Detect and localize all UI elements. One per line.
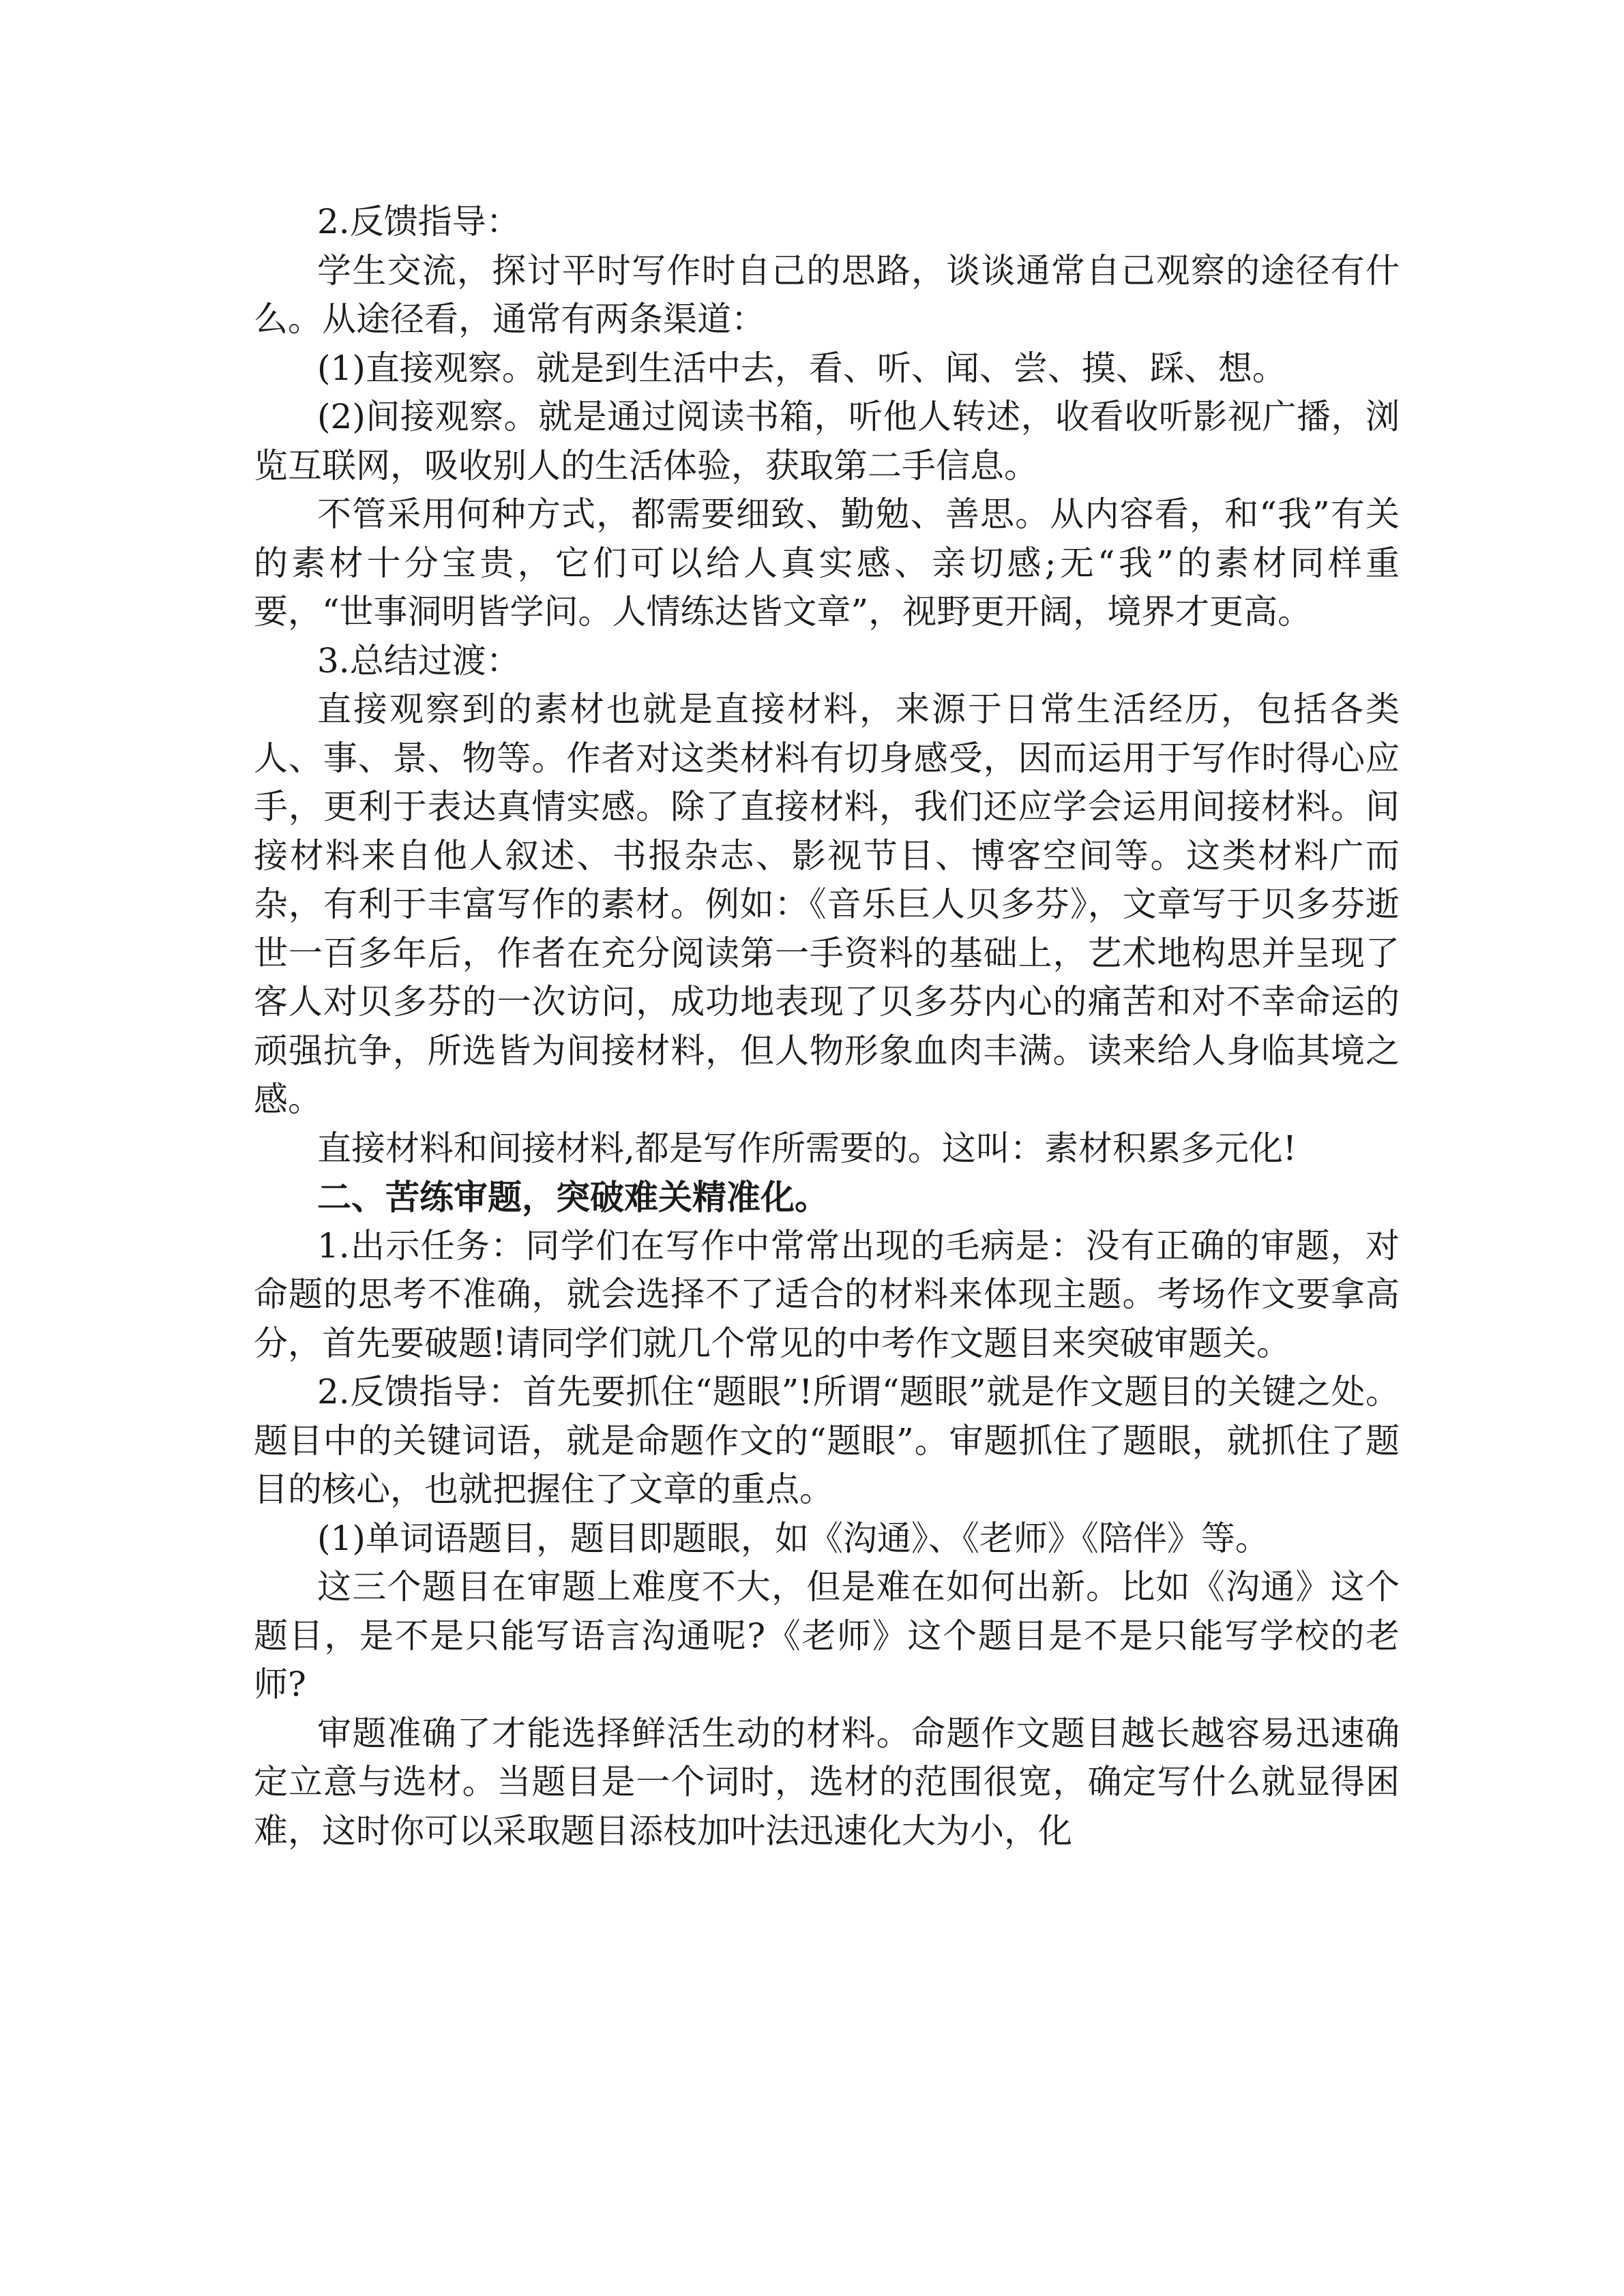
paragraph: 审题准确了才能选择鲜活生动的材料。命题作文题目越长越容易迅速确定立意与选材。当题目是一个词时，选材的范围很宽，确定写什么就显得困难，这时你可以采取题目添枝加叶法迅速化大为小，化 [254, 1713, 1400, 1851]
document-body [254, 198, 1400, 1855]
paragraph: 直接观察到的素材也就是直接材料，来源于日常生活经历，包括各类人、事、景、物等。作者对这类材料有切身感受，因而运用于写作时得心应手，更利于表达真情实感。除了直接材料，我们还应学会运用间接材料。间接材料来自他人叙述、书报杂志、影视节目、博客空间等。这类材料广而杂，有利于丰富写作的素材。例如：《音乐巨人贝多芬》，文章写于贝多芬逝世一百多年后，作者在充分阅读第一手资料的基础上，艺术地构思并呈现了客人对贝多芬的一次访问，成功地表现了贝多芬内心的痛苦和对不幸命运的顽强抗争，所选皆为间接材料，但人物形象血肉丰满。读来给人身临其境之感。 [254, 689, 1400, 1119]
paragraph: 2.反馈指导：首先要抓住“题眼”!所谓“题眼”就是作文题目的关键之处。题目中的关键词语，就是命题作文的“题眼”。审题抓住了题眼，就抓住了题目的核心，也就把握住了文章的重点。 [254, 1372, 1400, 1509]
paragraph: 这三个题目在审题上难度不大，但是难在如何出新。比如《沟通》这个题目，是不是只能写语言沟通呢?《老师》这个题目是不是只能写学校的老师? [254, 1567, 1400, 1704]
paragraph: (1)直接观察。就是到生活中去，看、听、闻、尝、摸、踩、想。 [317, 348, 1286, 388]
section-heading: 二、苦练审题，突破难关精准化。 [317, 1177, 829, 1217]
paragraph: 1.出示任务：同学们在写作中常常出现的毛病是：没有正确的审题，对命题的思考不准确，就会选择不了适合的材料来体现主题。考场作文要拿高分，首先要破题!请同学们就几个常见的中考作文题目来突破审题关。 [254, 1225, 1400, 1363]
paragraph: 不管采用何种方式，都需要细致、勤勉、善思。从内容看，和“我”有关的素材十分宝贵，它们可以给人真实感、亲切感;无“我”的素材同样重要，“世事洞明皆学问。人情练达皆文章”，视野更开阔，境界才更高。 [254, 494, 1400, 631]
paragraph: 学生交流，探讨平时写作时自己的思路，谈谈通常自己观察的途径有什么。从途径看，通常有两条渠道： [254, 250, 1400, 339]
paragraph: 直接材料和间接材料,都是写作所需要的。这叫：素材积累多元化! [317, 1128, 1297, 1168]
subheading-summary-transition: 3.总结过渡： [317, 640, 520, 681]
subheading-feedback-guidance: 2.反馈指导： [317, 202, 520, 241]
paragraph: (1)单词语题目，题目即题眼，如《沟通》、《老师》《陪伴》等。 [317, 1518, 1269, 1558]
paragraph: (2)间接观察。就是通过阅读书箱，听他人转述，收看收听影视广播，浏览互联网，吸收别人的生活体验，获取第二手信息。 [254, 397, 1400, 486]
